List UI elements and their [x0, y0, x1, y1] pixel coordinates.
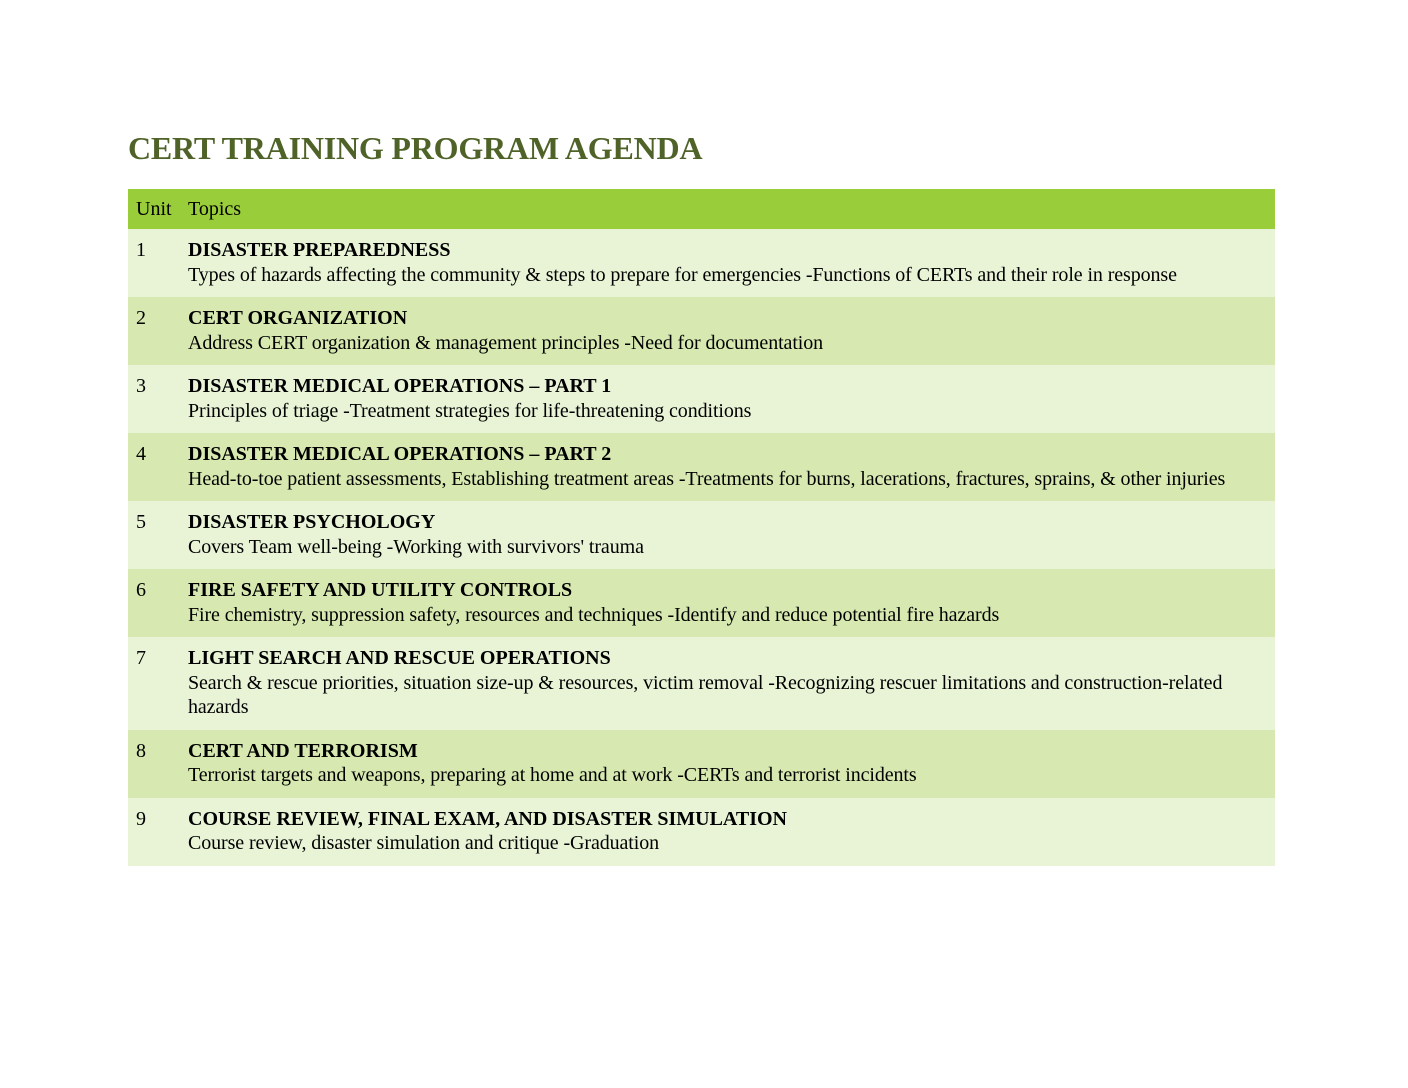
unit-number: 4 — [128, 433, 181, 501]
unit-number: 5 — [128, 501, 181, 569]
topic-cell — [181, 798, 1275, 866]
topic-title: COURSE REVIEW, FINAL EXAM, AND DISASTER SIMULATION — [188, 807, 788, 830]
topic-title: CERT ORGANIZATION — [188, 307, 408, 329]
unit-number: 8 — [128, 730, 181, 798]
topic-description: Head-to-toe patient assessments, Establishing treatment areas -Treatments for burns, lacerations, fractures, sprains, & other injuries — [188, 467, 1226, 490]
topic-title: DISASTER MEDICAL OPERATIONS – PART 1 — [188, 375, 612, 397]
topic-cell — [181, 229, 1275, 297]
agenda-rows — [128, 229, 1275, 866]
topic-title: LIGHT SEARCH AND RESCUE OPERATIONS — [188, 647, 611, 669]
table-row — [128, 297, 1275, 365]
topic-cell — [181, 297, 1275, 365]
column-header-unit: Unit — [128, 189, 181, 229]
unit-number: 9 — [128, 798, 181, 866]
topic-title: DISASTER PSYCHOLOGY — [188, 511, 436, 533]
topic-cell — [181, 433, 1275, 501]
topic-cell — [181, 501, 1275, 569]
topic-title: CERT AND TERRORISM — [188, 739, 418, 762]
topic-description: Fire chemistry, suppression safety, resources and techniques -Identify and reduce potential fire hazards — [188, 603, 1000, 626]
topic-cell — [181, 637, 1275, 730]
topic-description: Course review, disaster simulation and critique -Graduation — [188, 832, 660, 854]
unit-number: 3 — [128, 365, 181, 433]
table-row — [128, 501, 1275, 569]
agenda-table — [128, 189, 1275, 866]
unit-number: 1 — [128, 229, 181, 297]
topic-title: DISASTER PREPAREDNESS — [188, 239, 451, 261]
topic-description: Terrorist targets and weapons, preparing at home and at work -CERTs and terrorist incidents — [188, 764, 917, 786]
topic-title: DISASTER MEDICAL OPERATIONS – PART 2 — [188, 443, 612, 465]
topic-description: Search & rescue priorities, situation size-up & resources, victim removal -Recognizing rescuer limitations and construction-related hazards — [188, 671, 1223, 718]
topic-title: FIRE SAFETY AND UTILITY CONTROLS — [188, 579, 573, 601]
table-row — [128, 569, 1275, 637]
table-row — [128, 637, 1275, 730]
table-row — [128, 365, 1275, 433]
topic-cell — [181, 365, 1275, 433]
table-row — [128, 229, 1275, 297]
table-row — [128, 433, 1275, 501]
topic-cell — [181, 730, 1275, 798]
topic-description: Address CERT organization & management principles -Need for documentation — [188, 331, 824, 354]
column-header-topics: Topics — [181, 189, 1275, 229]
topic-cell — [181, 569, 1275, 637]
topic-description: Principles of triage -Treatment strategies for life-threatening conditions — [188, 399, 752, 422]
unit-number: 7 — [128, 637, 181, 730]
page-title: CERT TRAINING PROGRAM AGENDA — [128, 130, 703, 166]
table-row — [128, 730, 1275, 798]
unit-number: 6 — [128, 569, 181, 637]
topic-description: Types of hazards affecting the community & steps to prepare for emergencies -Functions of CERTs and their role in response — [188, 263, 1177, 286]
unit-number: 2 — [128, 297, 181, 365]
table-header-row — [128, 189, 1275, 229]
table-row — [128, 798, 1275, 866]
topic-description: Covers Team well-being -Working with survivors' trauma — [188, 535, 644, 558]
